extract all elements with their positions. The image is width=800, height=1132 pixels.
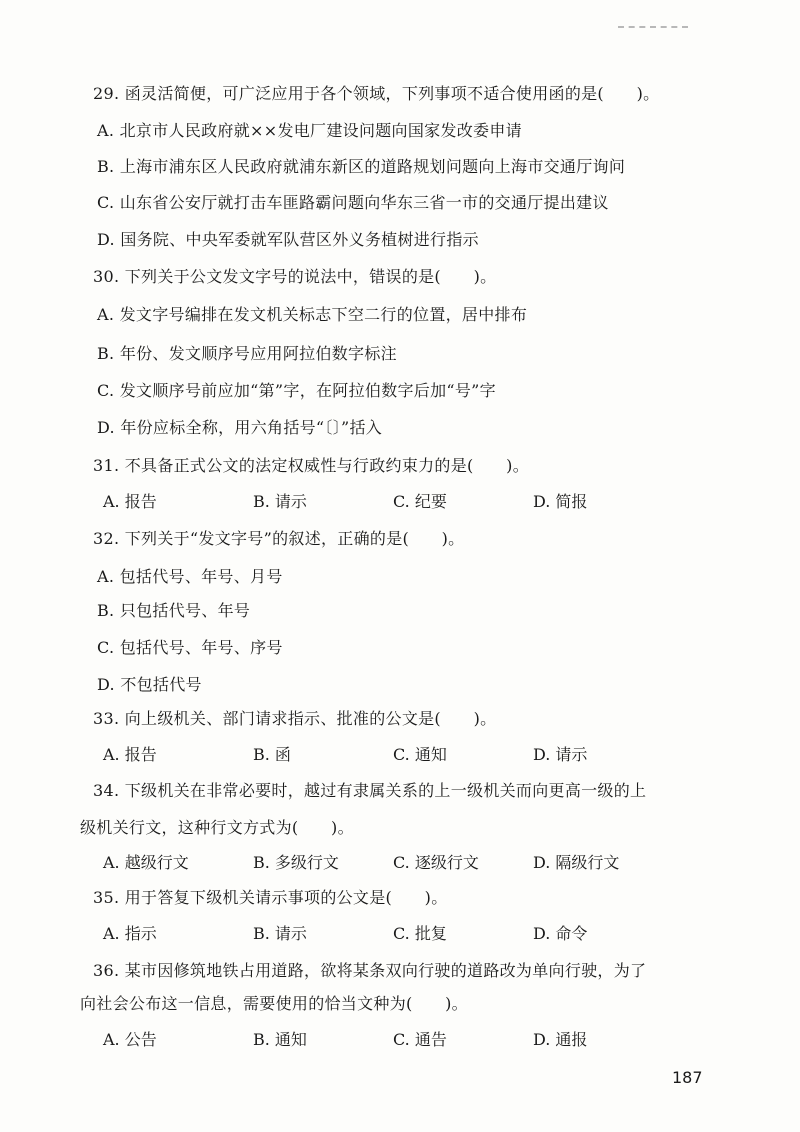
question-29-option-c: C. 山东省公安厅就打击车匪路霸问题向华东三省一市的交通厅提出建议: [97, 193, 609, 212]
question-34-stem-line-2: 级机关行文，这种行文方式为( )。: [80, 818, 354, 837]
question-32-option-d: D. 不包括代号: [97, 675, 202, 694]
question-33-option-a: A. 报告: [103, 745, 157, 764]
question-35-stem: 35. 用于答复下级机关请示事项的公文是( )。: [93, 888, 448, 907]
question-32-option-b: B. 只包括代号、年号: [97, 601, 251, 620]
question-36-option-b: B. 通知: [253, 1030, 307, 1049]
page-number: 187: [672, 1068, 703, 1087]
question-29-option-d: D. 国务院、中央军委就军队营区外义务植树进行指示: [97, 230, 479, 249]
question-35-option-d: D. 命令: [533, 924, 588, 943]
question-34-option-d: D. 隔级行文: [533, 853, 620, 872]
question-36-stem-line-1: 36. 某市因修筑地铁占用道路，欲将某条双向行驶的道路改为单向行驶，为了: [93, 961, 647, 980]
question-31-option-a: A. 报告: [103, 492, 157, 511]
question-29-stem: 29. 函灵活简便，可广泛应用于各个领域，下列事项不适合使用函的是( )。: [93, 84, 660, 103]
question-34-option-a: A. 越级行文: [103, 853, 189, 872]
question-35-option-b: B. 请示: [253, 924, 307, 943]
question-35-options: [103, 924, 723, 944]
question-30-option-a: A. 发文字号编排在发文机关标志下空二行的位置，居中排布: [97, 305, 528, 324]
question-31-stem: 31. 不具备正式公文的法定权威性与行政约束力的是( )。: [93, 456, 530, 475]
question-31-options: [103, 492, 723, 512]
question-33-option-c: C. 通知: [393, 745, 447, 764]
question-31-option-c: C. 纪要: [393, 492, 447, 511]
question-36-option-d: D. 通报: [533, 1030, 588, 1049]
question-34-stem-line-1: 34. 下级机关在非常必要时，越过有隶属关系的上一级机关而向更高一级的上: [93, 781, 647, 800]
question-29-option-a: A. 北京市人民政府就××发电厂建设问题向国家发改委申请: [97, 121, 522, 140]
question-31-option-b: B. 请示: [253, 492, 307, 511]
question-32-stem: 32. 下列关于“发文字号”的叙述，正确的是( )。: [93, 529, 465, 548]
question-34-option-b: B. 多级行文: [253, 853, 339, 872]
question-30-stem: 30. 下列关于公文发文字号的说法中，错误的是( )。: [93, 267, 497, 286]
question-32-option-a: A. 包括代号、年号、月号: [97, 567, 283, 586]
header-decoration: [618, 26, 688, 34]
question-36-option-c: C. 通告: [393, 1030, 447, 1049]
question-33-option-d: D. 请示: [533, 745, 588, 764]
question-33-options: [103, 745, 723, 765]
question-36-options: [103, 1030, 723, 1050]
question-30-option-b: B. 年份、发文顺序号应用阿拉伯数字标注: [97, 344, 397, 363]
question-33-stem: 33. 向上级机关、部门请求指示、批准的公文是( )。: [93, 709, 497, 728]
question-29-option-b: B. 上海市浦东区人民政府就浦东新区的道路规划问题向上海市交通厅询问: [97, 157, 626, 176]
question-36-option-a: A. 公告: [103, 1030, 157, 1049]
question-34-options: [103, 853, 723, 873]
question-34-option-c: C. 逐级行文: [393, 853, 479, 872]
question-35-option-a: A. 指示: [103, 924, 157, 943]
question-36-stem-line-2: 向社会公布这一信息，需要使用的恰当文种为( )。: [80, 994, 468, 1013]
question-31-option-d: D. 简报: [533, 492, 588, 511]
question-33-option-b: B. 函: [253, 745, 291, 764]
question-30-option-c: C. 发文顺序号前应加“第”字，在阿拉伯数字后加“号”字: [97, 381, 496, 400]
question-35-option-c: C. 批复: [393, 924, 447, 943]
question-32-option-c: C. 包括代号、年号、序号: [97, 638, 283, 657]
question-30-option-d: D. 年份应标全称，用六角括号“〔〕”括入: [97, 418, 383, 437]
